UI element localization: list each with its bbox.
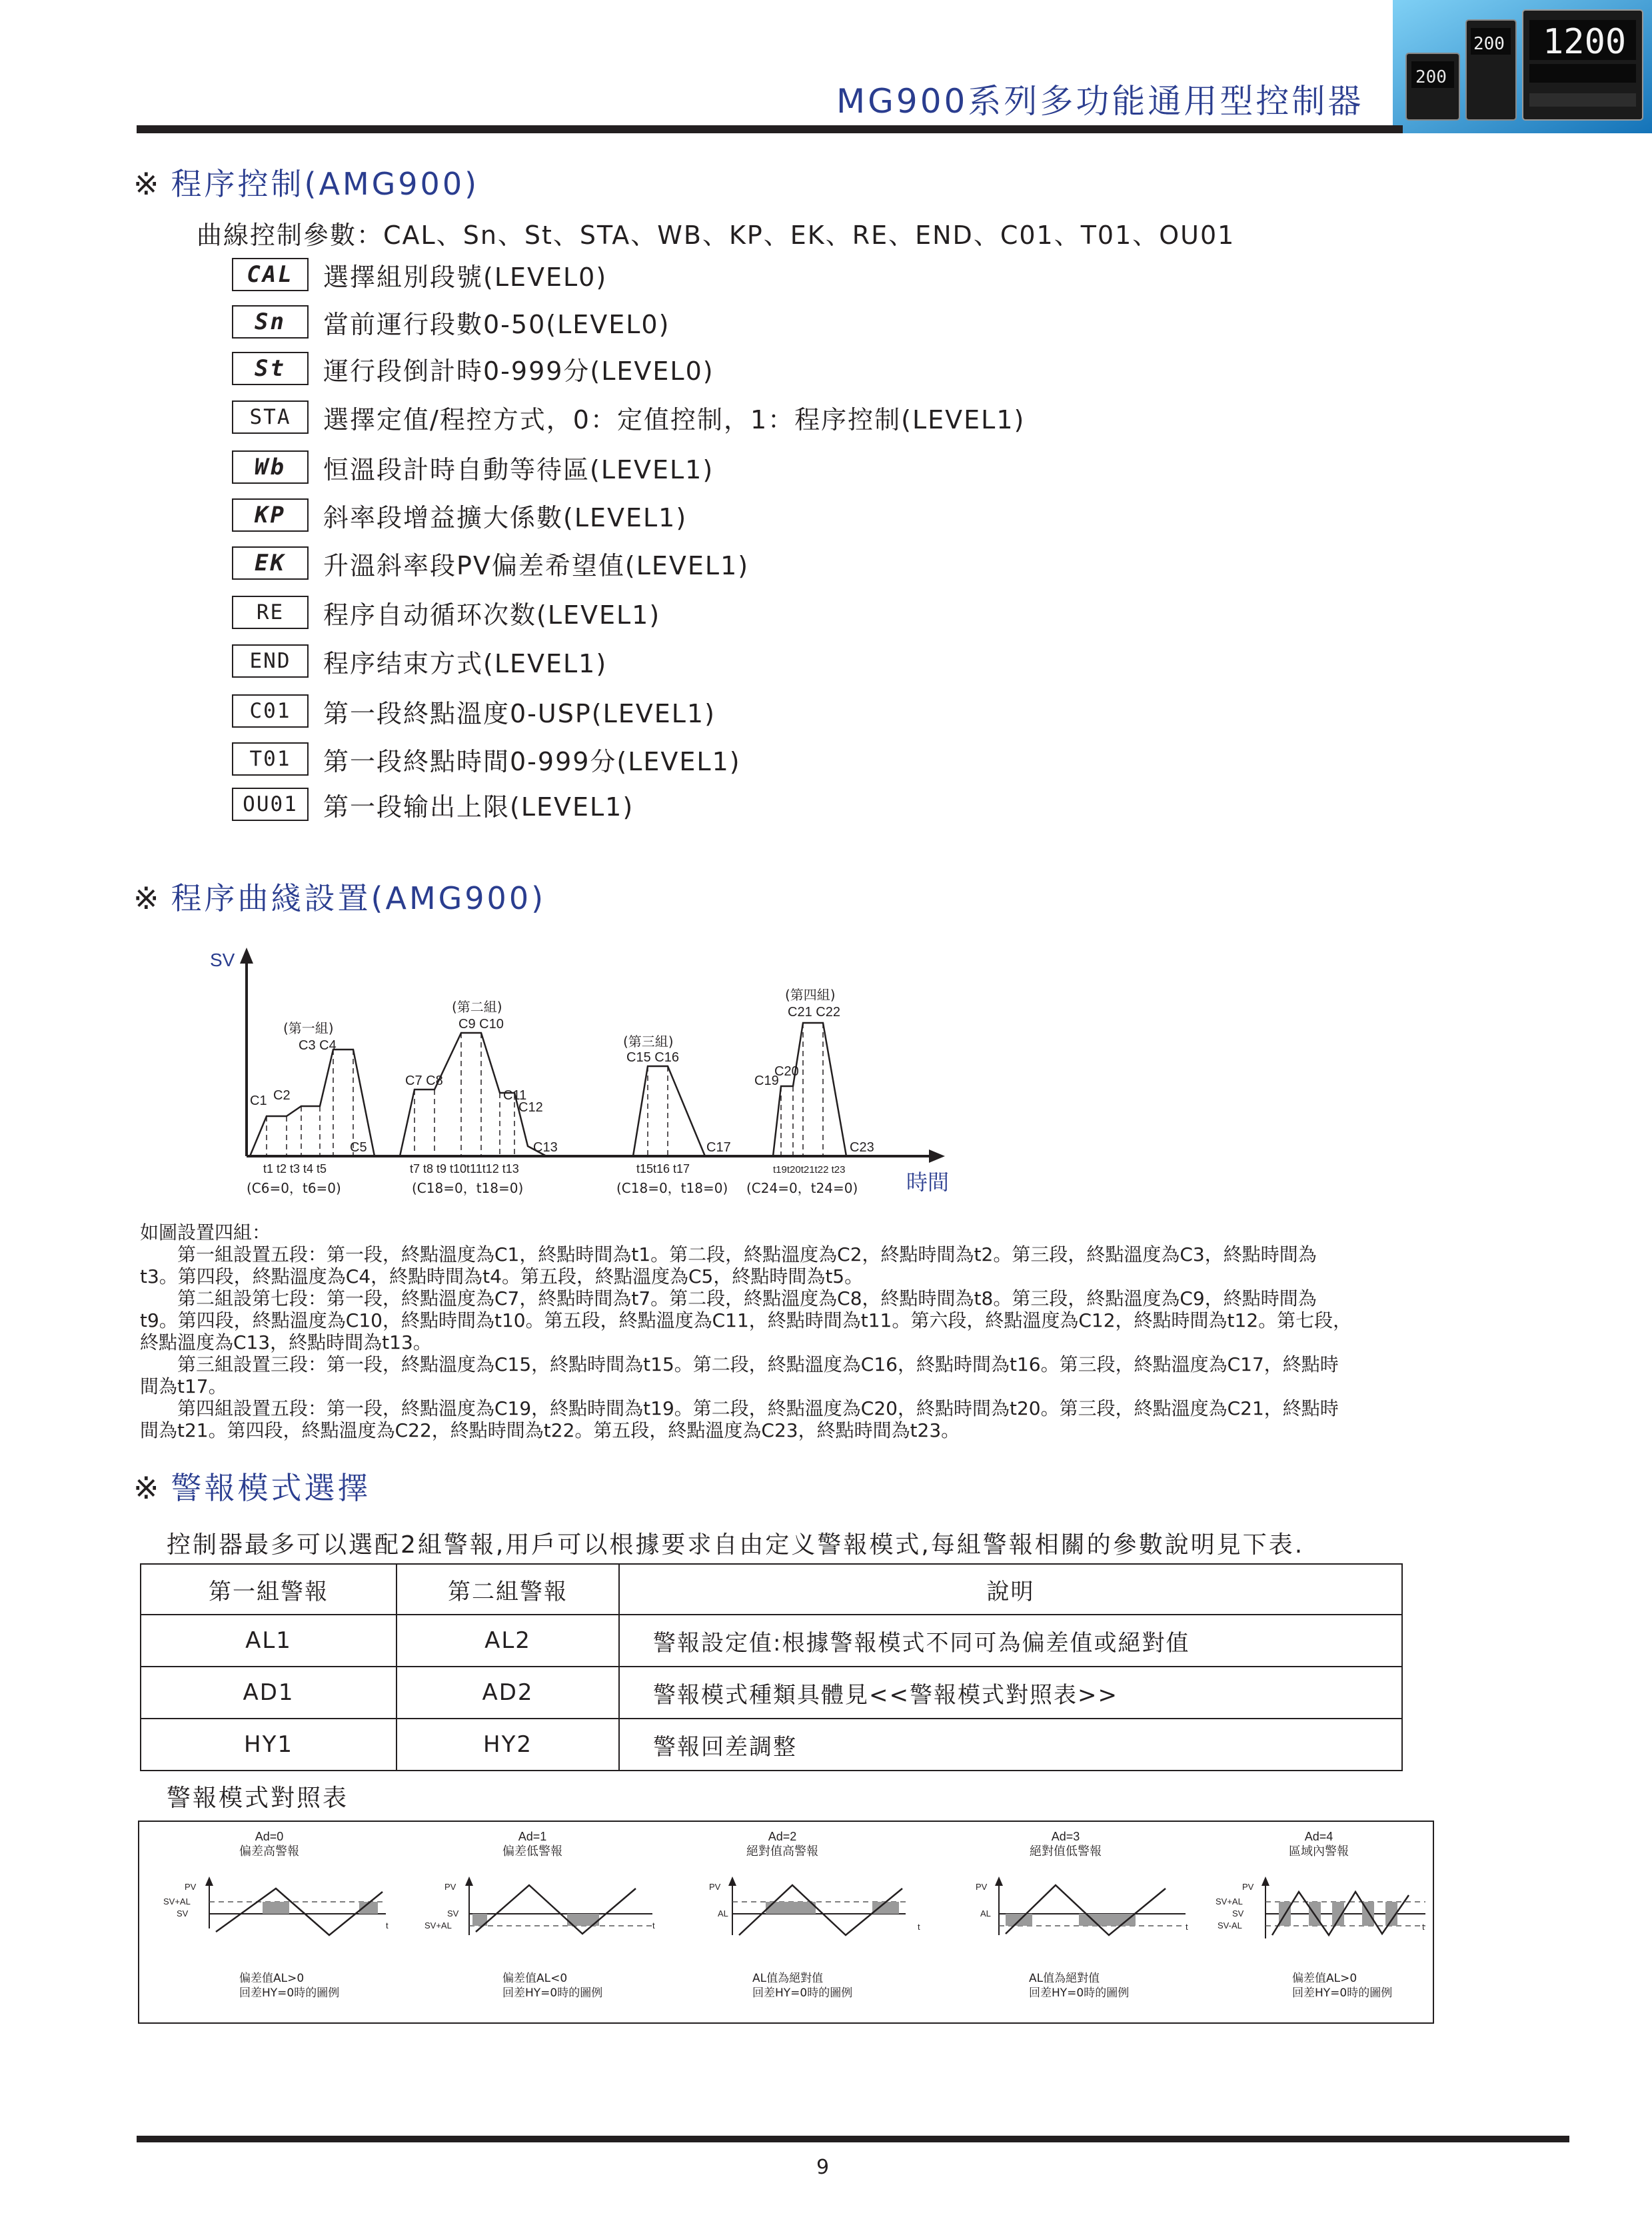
axis-pv-label: PV (709, 1882, 721, 1892)
alarm-parameter-table (140, 1563, 1403, 1771)
table-cell: AD1 (141, 1667, 397, 1719)
level-label: SV (177, 1908, 189, 1918)
section2-title-text: 程序曲綫設置(AMG900) (171, 880, 546, 916)
param-code: St (232, 352, 309, 385)
display-mid: 200 (1473, 34, 1505, 54)
alarm-intro: 控制器最多可以選配2組警報,用戶可以根據要求自由定义警報模式,每組警報相關的參數說明見下表. (167, 1531, 1305, 1559)
pv-arrow-icon (205, 1876, 213, 1886)
param-desc: 程序自动循环次数(LEVEL1) (323, 600, 661, 630)
paragraph-line: 終點溫度為C13，終點時間為t13。 (140, 1331, 432, 1353)
param-code: OU01 (232, 788, 309, 821)
table-row (141, 1615, 1402, 1667)
param-desc: 斜率段增益擴大係數(LEVEL1) (323, 502, 688, 532)
param-code: END (232, 644, 309, 678)
section-title-alarm-mode (133, 1464, 371, 1508)
paragraph-line: 第二組設第七段：第一段，終點溫度為C7，終點時間為t7。第二段，終點溫度為C8，終點時間為t8。第三段，終點溫度為C9，終點時間為 (140, 1287, 1317, 1309)
alarm-reference-title: 警報模式對照表 (167, 1785, 349, 1812)
level-label: SV-AL (1218, 1920, 1242, 1930)
c1-label: C1 (250, 1094, 267, 1108)
axis-pv-label: PV (185, 1882, 197, 1892)
curve-group-3 (633, 1066, 705, 1156)
axis-t-label: t (918, 1922, 920, 1932)
table-cell: HY2 (397, 1719, 619, 1771)
group3-peak-label: C15 C16 (626, 1050, 679, 1065)
alarm-mode-1 (424, 1830, 655, 2000)
alarm-mode-2 (709, 1830, 920, 2000)
level-label: SV+AL (424, 1920, 452, 1930)
c5-label: C5 (350, 1140, 367, 1155)
param-row-ou01 (232, 785, 634, 824)
reference-mark-icon: ※ (133, 166, 162, 202)
mode-name: 偏差低警報 (502, 1845, 562, 1859)
param-code: Wb (232, 450, 309, 484)
c23-label: C23 (850, 1140, 874, 1155)
section1-title-text: 程序控制(AMG900) (171, 166, 480, 202)
table-row (141, 1667, 1402, 1719)
level-label: AL (980, 1908, 991, 1918)
level-label: SV+AL (163, 1896, 191, 1906)
axis-pv-label: PV (976, 1882, 988, 1892)
curve-group-4 (773, 1023, 846, 1156)
pv-arrow-icon (1261, 1876, 1269, 1886)
mode-caption: 回差HY=0時的圖例 (502, 1986, 603, 2000)
explanation-text (140, 1221, 1351, 1441)
param-code: KP (232, 498, 309, 532)
axis-t-label: t (1186, 1922, 1188, 1932)
table-header-cell: 說明 (619, 1564, 1402, 1615)
param-row-cal (232, 255, 607, 294)
table-header-cell: 第二組警報 (397, 1564, 619, 1615)
document-title: MG900系列多功能通用型控制器 (836, 82, 1364, 121)
param-desc: 當前運行段數0-50(LEVEL0) (323, 309, 670, 339)
section-title-program-curve (133, 874, 546, 918)
mode-name: 絕對值低警報 (1030, 1845, 1102, 1859)
table-cell: 警報設定值:根據警報模式不同可為偏差值或絕對值 (619, 1615, 1402, 1667)
pv-arrow-icon (465, 1876, 473, 1886)
mode-caption: AL值為絕對值 (1029, 1972, 1100, 1985)
mode-name: 區域內警報 (1289, 1845, 1349, 1859)
reference-mark-icon: ※ (133, 1470, 162, 1506)
param-row-st (232, 349, 714, 388)
mode-caption: AL值為絕對值 (752, 1972, 824, 1985)
group2-label: (第二組) (452, 999, 502, 1015)
display-large: 1200 (1543, 22, 1627, 62)
c2-label: C2 (273, 1088, 291, 1103)
reference-mark-icon: ※ (133, 880, 162, 916)
axis-t-label: t (652, 1920, 655, 1930)
alarm-mode-diagrams (139, 1822, 1433, 2022)
level-label: SV+AL (1216, 1896, 1243, 1906)
c20-label: C20 (774, 1064, 799, 1079)
paragraph-line: 第一組設置五段：第一段，終點溫度為C1，終點時間為t1。第二段，終點溫度為C2，終點時間為t2。第三段，終點溫度為C3，終點時間為 (140, 1243, 1317, 1265)
display-small: 200 (1415, 67, 1447, 87)
pv-arrow-icon (728, 1876, 736, 1886)
g1-time-labels: t1 t2 t3 t4 t5 (263, 1162, 327, 1175)
axis-pv-label: PV (1242, 1882, 1254, 1892)
c7c8-label: C7 C8 (405, 1074, 443, 1088)
table-cell: HY1 (141, 1719, 397, 1771)
param-row-c01 (232, 692, 716, 730)
mode-caption: 回差HY=0時的圖例 (752, 1986, 853, 2000)
group1-peak-label: C3 C4 (299, 1038, 337, 1053)
group1-label: (第一組) (283, 1020, 334, 1036)
param-desc: 第一段输出上限(LEVEL1) (323, 792, 634, 822)
level-label: SV (1232, 1908, 1244, 1918)
section-title-program-control (133, 160, 479, 204)
c19-label: C19 (754, 1074, 779, 1088)
group3-notes: (C18=0，t18=0) (616, 1180, 728, 1196)
c17-label: C17 (706, 1140, 731, 1155)
paragraph-line: t9。第四段，終點溫度為C10，終點時間為t10。第五段，終點溫度為C11，終點時間為t11。第六段，終點溫度為C12，終點時間為t12。第七段， (140, 1309, 1352, 1331)
table-cell: AL1 (141, 1615, 397, 1667)
g3-time-labels: t15t16 t17 (636, 1162, 690, 1175)
mode-caption: 偏差值AL<0 (502, 1972, 568, 1985)
axis-t-label: t (386, 1920, 389, 1930)
param-code: T01 (232, 742, 309, 776)
group2-notes: (C18=0，t18=0) (412, 1180, 524, 1196)
table-row (141, 1719, 1402, 1771)
x-axis-arrow-icon (929, 1149, 945, 1163)
c13-label: C13 (533, 1140, 558, 1155)
param-row-t01 (232, 740, 741, 778)
alarm-mode-0 (163, 1830, 389, 2000)
param-row-sn (232, 303, 670, 341)
param-desc: 選擇定值/程控方式，0：定值控制，1：程序控制(LEVEL1) (323, 404, 1026, 434)
param-code: STA (232, 400, 309, 434)
param-desc: 選擇組別段號(LEVEL0) (323, 262, 608, 292)
group2-peak-label: C9 C10 (458, 1017, 504, 1032)
param-desc: 運行段倒計時0-999分(LEVEL0) (323, 356, 714, 386)
param-code: Sn (232, 305, 309, 339)
param-code: EK (232, 546, 309, 580)
section3-title-text: 警報模式選擇 (171, 1470, 371, 1506)
mode-caption: 偏差值AL>0 (239, 1972, 305, 1985)
paragraph-line: 第三組設置三段：第一段，終點溫度為C15，終點時間為t15。第二段，終點溫度為C16，終點時間為t16。第三段，終點溫度為C17，終點時 (140, 1353, 1339, 1375)
group4-notes: (C24=0，t24=0) (746, 1180, 858, 1196)
group4-label: (第四組) (785, 987, 836, 1003)
footer-divider (137, 2136, 1569, 2142)
mode-name: 偏差高警報 (239, 1845, 299, 1859)
alarm-mode-4 (1216, 1830, 1425, 2000)
group3-label: (第三組) (623, 1034, 674, 1050)
g4-time-labels: t19t20t21t22 t23 (773, 1164, 846, 1175)
axis-pv-label: PV (444, 1882, 456, 1892)
table-header-row (141, 1564, 1402, 1615)
level-label: AL (718, 1908, 728, 1918)
param-desc: 程序结束方式(LEVEL1) (323, 648, 608, 678)
param-row-end (232, 642, 607, 680)
mode-caption: 回差HY=0時的圖例 (1292, 1986, 1393, 2000)
paragraph-line: 間為t21。第四段，終點溫度為C22，終點時間為t22。第五段，終點溫度為C23，終點時間為t23。 (140, 1419, 960, 1441)
mode-code: Ad=3 (1051, 1830, 1080, 1843)
y-axis-label: SV (210, 950, 235, 970)
paragraph-line: 如圖設置四組： (140, 1221, 271, 1243)
x-axis-label: 時間 (906, 1169, 950, 1195)
header-divider (137, 125, 1403, 133)
alarm-reference-panel (138, 1821, 1434, 2024)
param-row-re (232, 593, 660, 632)
product-photo (1393, 0, 1652, 133)
param-code: CAL (232, 258, 309, 291)
param-row-ek (232, 544, 749, 582)
table-header-cell: 第一組警報 (141, 1564, 397, 1615)
param-desc: 恒溫段計時自動等待區(LEVEL1) (323, 454, 714, 484)
controller-image (1393, 0, 1652, 133)
alarm-mode-3 (976, 1830, 1188, 2000)
param-code: C01 (232, 694, 309, 728)
paragraph-line: 第四組設置五段：第一段，終點溫度為C19，終點時間為t19。第二段，終點溫度為C20，終點時間為t20。第三段，終點溫度為C21，終點時 (140, 1397, 1339, 1419)
mode-caption: 偏差值AL>0 (1292, 1972, 1357, 1985)
param-desc: 第一段終點時間0-999分(LEVEL1) (323, 746, 741, 776)
mode-code: Ad=4 (1304, 1830, 1333, 1843)
g2-time-labels: t7 t8 t9 t10t11t12 t13 (410, 1162, 519, 1175)
y-axis-arrow-icon (240, 948, 253, 964)
group4-peak-label: C21 C22 (788, 1005, 840, 1020)
table-cell: AD2 (397, 1667, 619, 1719)
mode-name: 絕對值高警報 (746, 1845, 818, 1859)
c11-label: C11 (503, 1088, 527, 1103)
program-curve-diagram (200, 940, 1000, 1206)
mode-code: Ad=2 (768, 1830, 797, 1843)
param-code: RE (232, 596, 309, 629)
param-row-sta (232, 398, 1025, 436)
level-label: SV (447, 1908, 459, 1918)
mode-caption: 回差HY=0時的圖例 (239, 1986, 340, 2000)
table-cell: 警報回差調整 (619, 1719, 1402, 1771)
param-row-kp (232, 496, 687, 534)
paragraph-line: 間為t17。 (140, 1375, 227, 1397)
param-desc: 第一段終點溫度0-USP(LEVEL1) (323, 698, 716, 728)
param-desc: 升溫斜率段PV偏差希望值(LEVEL1) (323, 550, 750, 580)
page-number: 9 (816, 2156, 830, 2179)
mode-code: Ad=1 (518, 1830, 547, 1843)
group1-notes: (C6=0，t6=0) (247, 1180, 341, 1196)
mode-code: Ad=0 (255, 1830, 284, 1843)
param-intro: 曲線控制參數：CAL、Sn、St、STA、WB、KP、EK、RE、END、C01、T01、OU01 (197, 221, 1236, 250)
axis-t-label: t (1422, 1922, 1425, 1932)
mode-caption: 回差HY=0時的圖例 (1029, 1986, 1130, 2000)
c12-label: C12 (518, 1100, 543, 1115)
table-cell: 警報模式種類具體見<<警報模式對照表>> (619, 1667, 1402, 1719)
pv-arrow-icon (995, 1876, 1003, 1886)
param-row-wb (232, 448, 714, 486)
paragraph-line: t3。第四段，終點溫度為C4，終點時間為t4。第五段，終點溫度為C5，終點時間為t5。 (140, 1265, 864, 1287)
table-cell: AL2 (397, 1615, 619, 1667)
